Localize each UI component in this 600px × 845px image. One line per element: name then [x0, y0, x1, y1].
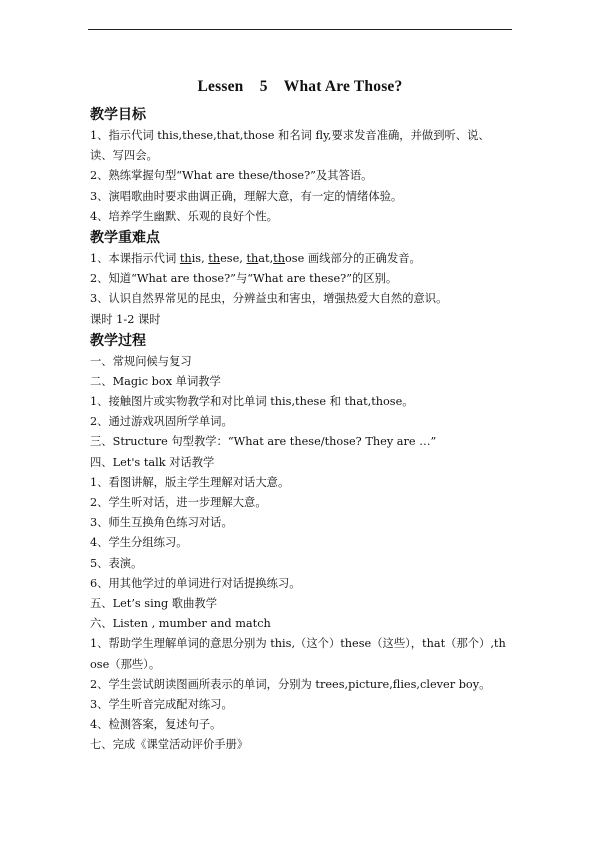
process-step: 七、完成《课堂活动评价手册》 [90, 738, 249, 752]
goal-item-3: 3、演唱歌曲时要求曲调正确，理解大意，有一定的情绪体验。 [90, 189, 403, 203]
process-step: 二、Magic box 单词教学 [90, 374, 221, 388]
section-heading-key-points: 教学重难点 [90, 229, 160, 246]
underlined-th: th [208, 251, 221, 265]
process-step: 3、师生互换角色练习对话。 [90, 516, 233, 530]
process-step: 四、Let's talk 对话教学 [90, 455, 215, 469]
process-step: 2、学生听对话，进一步理解大意。 [90, 496, 267, 510]
key-point-item-2: 2、知道“What are those?”与“What are these?”的区别。 [90, 272, 398, 286]
key-point-prefix: 1、本课指示代词 [90, 251, 180, 265]
section-heading-process: 教学过程 [90, 332, 146, 349]
process-step: 五、Let’s sing 歌曲教学 [90, 596, 217, 610]
process-step: 1、接触图片或实物教学和对比单词 this,these 和 that,those。 [90, 395, 414, 409]
header-rule [88, 29, 512, 30]
key-point-item-1 [90, 249, 510, 269]
class-hours: 课时 1-2 课时 [90, 312, 161, 326]
lesson-title: Lessen 5 What Are Those? [197, 78, 403, 95]
process-step: 六、Listen , mumber and match [90, 617, 271, 631]
process-step: 4、学生分组练习。 [90, 536, 188, 550]
lesson-plan-body [90, 104, 510, 756]
goal-item-2: 2、熟练掌握句型“What are these/those?”及其答语。 [90, 169, 373, 183]
process-step: 2、通过游戏巩固所学单词。 [90, 415, 233, 429]
word-rest: at, [258, 251, 274, 265]
underlined-th: th [179, 251, 192, 265]
process-step: 一、常规问候与复习 [90, 354, 192, 368]
process-step: 三、Structure 句型教学：“What are these/those? They are …” [90, 435, 437, 449]
process-step: 4、检测答案，复述句子。 [90, 718, 222, 732]
process-step: 3、学生听音完成配对练习。 [90, 697, 233, 711]
goal-item-1: 1、指示代词 this,these,that,those 和名词 fly,要求发音准确，并做到听、说、读、写四会。 [90, 129, 490, 163]
underlined-th: th [273, 251, 285, 265]
key-point-item-3: 3、认识自然界常见的昆虫，分辨益虫和害虫，增强热爱大自然的意识。 [90, 292, 448, 306]
process-step: 1、帮助学生理解单词的意思分别为 this,（这个）these（这些），that（那个）,those（那些）。 [90, 637, 506, 671]
word-rest: is, [191, 251, 209, 265]
process-step: 5、表演。 [90, 556, 143, 570]
goal-item-4: 4、培养学生幽默、乐观的良好个性。 [90, 209, 278, 223]
process-step: 6、用其他学过的单词进行对话提换练习。 [90, 576, 301, 590]
word-rest: ese, [220, 251, 247, 265]
section-heading-goals: 教学目标 [90, 107, 146, 123]
process-step: 2、学生尝试朗读图画所表示的单词，分别为 trees,picture,flies,clever boy。 [90, 677, 491, 691]
underlined-th: th [246, 251, 259, 265]
word-rest: ose [285, 251, 305, 265]
key-point-suffix: 画线部分的正确发音。 [304, 251, 421, 265]
process-step: 1、看图讲解，版主学生理解对话大意。 [90, 475, 290, 489]
